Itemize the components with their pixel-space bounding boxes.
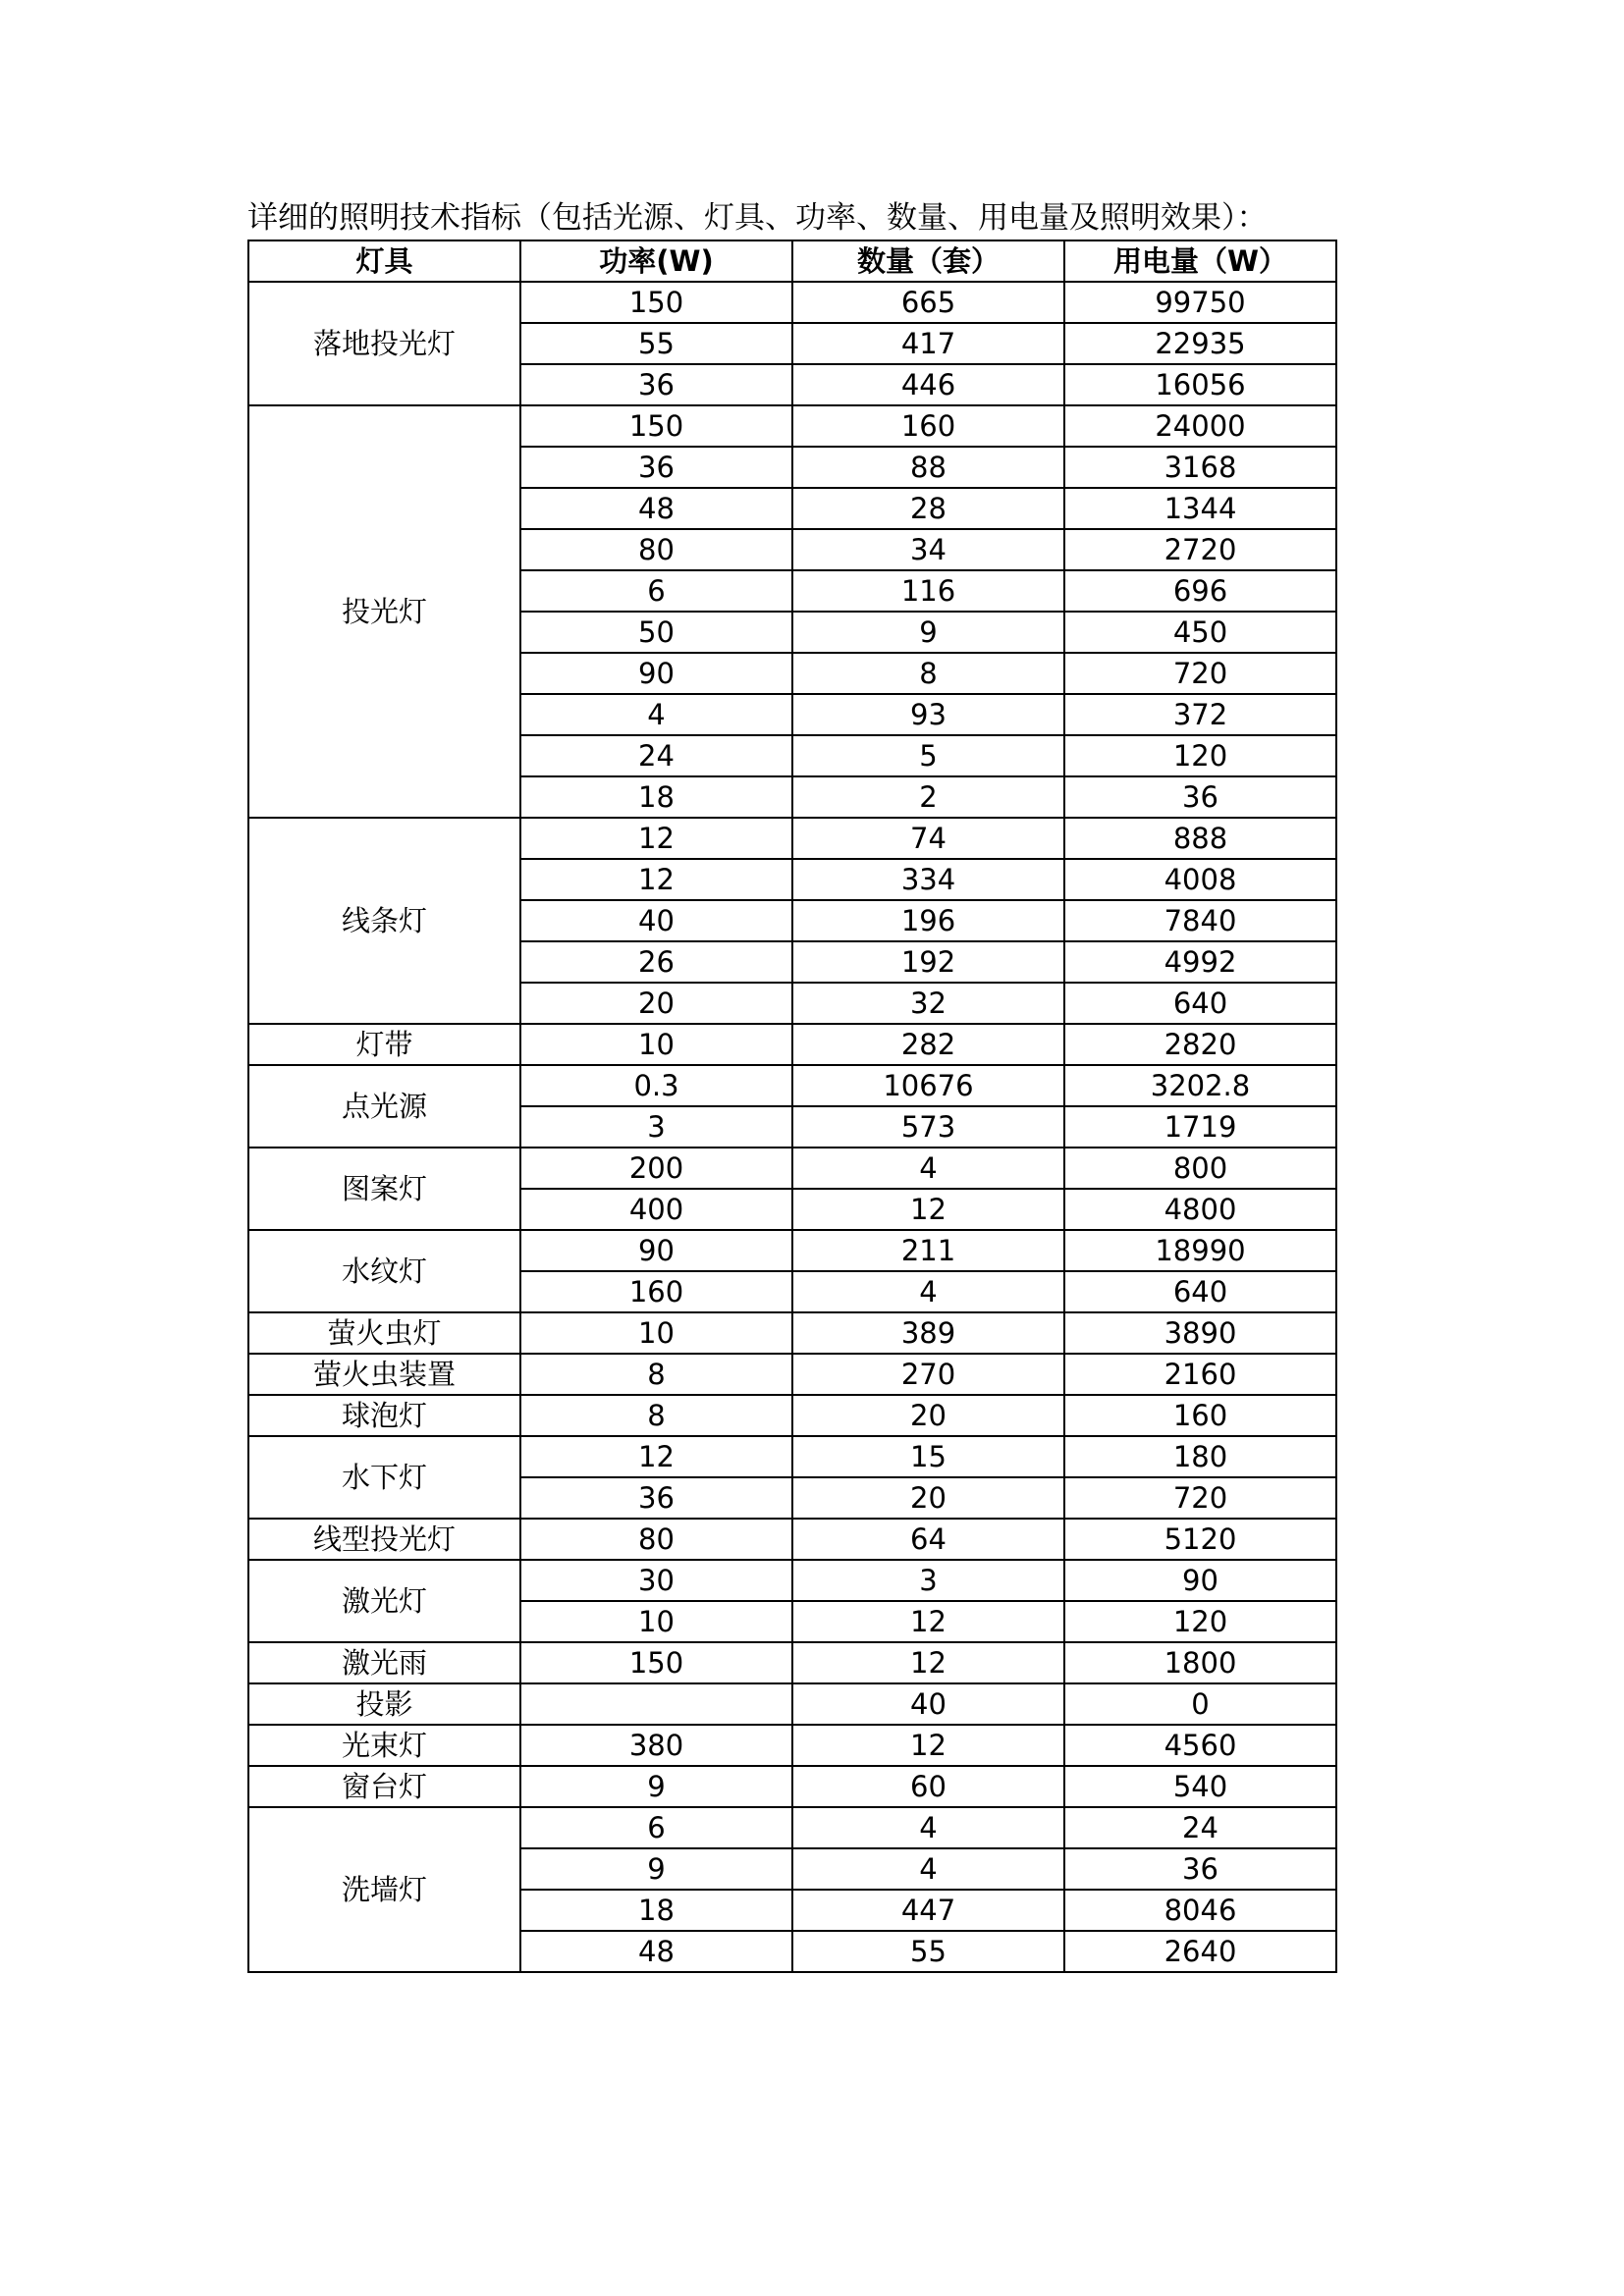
quantity-cell: 665: [792, 282, 1064, 323]
quantity-cell: 4: [792, 1807, 1064, 1848]
consumption-cell: 640: [1064, 1271, 1336, 1312]
consumption-cell: 5120: [1064, 1519, 1336, 1560]
quantity-cell: 12: [792, 1601, 1064, 1642]
power-cell: 20: [520, 983, 792, 1024]
consumption-cell: 2720: [1064, 529, 1336, 570]
consumption-cell: 4008: [1064, 859, 1336, 900]
fixture-name-cell: 洗墙灯: [248, 1807, 520, 1972]
table-row: [248, 1024, 1336, 1065]
power-cell: 24: [520, 735, 792, 776]
quantity-cell: 446: [792, 364, 1064, 405]
consumption-cell: 160: [1064, 1395, 1336, 1436]
quantity-cell: 5: [792, 735, 1064, 776]
quantity-cell: 55: [792, 1931, 1064, 1972]
consumption-cell: 540: [1064, 1766, 1336, 1807]
power-cell: 18: [520, 776, 792, 818]
consumption-cell: 24000: [1064, 405, 1336, 447]
consumption-cell: 0: [1064, 1683, 1336, 1725]
quantity-cell: 334: [792, 859, 1064, 900]
quantity-cell: 270: [792, 1354, 1064, 1395]
power-cell: 150: [520, 1642, 792, 1683]
quantity-cell: 4: [792, 1148, 1064, 1189]
quantity-cell: 211: [792, 1230, 1064, 1271]
table-row: [248, 1354, 1336, 1395]
power-cell: 160: [520, 1271, 792, 1312]
power-cell: 55: [520, 323, 792, 364]
consumption-cell: 22935: [1064, 323, 1336, 364]
quantity-cell: 32: [792, 983, 1064, 1024]
consumption-cell: 3890: [1064, 1312, 1336, 1354]
consumption-cell: 120: [1064, 735, 1336, 776]
quantity-cell: 417: [792, 323, 1064, 364]
table-row: [248, 1065, 1336, 1106]
quantity-cell: 12: [792, 1642, 1064, 1683]
quantity-cell: 12: [792, 1189, 1064, 1230]
quantity-cell: 4: [792, 1848, 1064, 1890]
table-row: [248, 1436, 1336, 1477]
table-row: [248, 1519, 1336, 1560]
power-cell: 10: [520, 1312, 792, 1354]
consumption-cell: 1719: [1064, 1106, 1336, 1148]
power-cell: 6: [520, 1807, 792, 1848]
power-cell: 48: [520, 488, 792, 529]
quantity-cell: 64: [792, 1519, 1064, 1560]
power-cell: 12: [520, 859, 792, 900]
consumption-cell: 4992: [1064, 941, 1336, 983]
consumption-cell: 800: [1064, 1148, 1336, 1189]
consumption-cell: 16056: [1064, 364, 1336, 405]
fixture-name-cell: 投影: [248, 1683, 520, 1725]
power-cell: 4: [520, 694, 792, 735]
consumption-cell: 24: [1064, 1807, 1336, 1848]
consumption-cell: 99750: [1064, 282, 1336, 323]
quantity-cell: 10676: [792, 1065, 1064, 1106]
consumption-cell: 180: [1064, 1436, 1336, 1477]
power-cell: 200: [520, 1148, 792, 1189]
table-row: [248, 1148, 1336, 1189]
header-row: [248, 240, 1336, 282]
power-cell: 80: [520, 529, 792, 570]
page-title: 详细的照明技术指标（包括光源、灯具、功率、数量、用电量及照明效果）：: [247, 200, 1268, 236]
power-cell: 3: [520, 1106, 792, 1148]
consumption-cell: 90: [1064, 1560, 1336, 1601]
power-cell: 36: [520, 1477, 792, 1519]
quantity-cell: 34: [792, 529, 1064, 570]
consumption-cell: 4560: [1064, 1725, 1336, 1766]
consumption-cell: 4800: [1064, 1189, 1336, 1230]
consumption-cell: 120: [1064, 1601, 1336, 1642]
consumption-cell: 8046: [1064, 1890, 1336, 1931]
fixture-name-cell: 灯带: [248, 1024, 520, 1065]
consumption-cell: 1800: [1064, 1642, 1336, 1683]
power-cell: 9: [520, 1848, 792, 1890]
consumption-cell: 372: [1064, 694, 1336, 735]
power-cell: 10: [520, 1024, 792, 1065]
power-cell: 90: [520, 653, 792, 694]
power-cell: 6: [520, 570, 792, 612]
consumption-cell: 888: [1064, 818, 1336, 859]
power-cell: 40: [520, 900, 792, 941]
fixture-name-cell: 图案灯: [248, 1148, 520, 1230]
fixture-name-cell: 窗台灯: [248, 1766, 520, 1807]
consumption-cell: 3168: [1064, 447, 1336, 488]
table-header: [248, 240, 1336, 282]
quantity-cell: 4: [792, 1271, 1064, 1312]
quantity-cell: 2: [792, 776, 1064, 818]
power-cell: 8: [520, 1354, 792, 1395]
power-cell: 50: [520, 612, 792, 653]
power-cell: 18: [520, 1890, 792, 1931]
consumption-cell: 3202.8: [1064, 1065, 1336, 1106]
power-cell: 12: [520, 818, 792, 859]
consumption-cell: 36: [1064, 1848, 1336, 1890]
table-row: [248, 1725, 1336, 1766]
consumption-cell: 2820: [1064, 1024, 1336, 1065]
power-cell: 48: [520, 1931, 792, 1972]
quantity-cell: 74: [792, 818, 1064, 859]
quantity-cell: 160: [792, 405, 1064, 447]
fixture-name-cell: 水纹灯: [248, 1230, 520, 1312]
quantity-cell: 28: [792, 488, 1064, 529]
consumption-cell: 7840: [1064, 900, 1336, 941]
table-row: [248, 1642, 1336, 1683]
table-row: [248, 818, 1336, 859]
fixture-name-cell: 萤火虫灯: [248, 1312, 520, 1354]
fixture-name-cell: 激光灯: [248, 1560, 520, 1642]
table-row: [248, 282, 1336, 323]
table-row: [248, 1683, 1336, 1725]
quantity-cell: 389: [792, 1312, 1064, 1354]
power-cell: 36: [520, 447, 792, 488]
table-row: [248, 1766, 1336, 1807]
fixture-name-cell: 激光雨: [248, 1642, 520, 1683]
table-row: [248, 1395, 1336, 1436]
power-cell: 150: [520, 405, 792, 447]
table-row: [248, 1230, 1336, 1271]
header-fixture: 灯具: [248, 240, 520, 282]
quantity-cell: 12: [792, 1725, 1064, 1766]
consumption-cell: 720: [1064, 1477, 1336, 1519]
header-quantity: 数量（套）: [792, 240, 1064, 282]
quantity-cell: 20: [792, 1477, 1064, 1519]
fixture-name-cell: 落地投光灯: [248, 282, 520, 405]
power-cell: 12: [520, 1436, 792, 1477]
quantity-cell: 20: [792, 1395, 1064, 1436]
fixture-name-cell: 点光源: [248, 1065, 520, 1148]
header-consumption: 用电量（W）: [1064, 240, 1336, 282]
quantity-cell: 93: [792, 694, 1064, 735]
consumption-cell: 18990: [1064, 1230, 1336, 1271]
quantity-cell: 573: [792, 1106, 1064, 1148]
quantity-cell: 282: [792, 1024, 1064, 1065]
power-cell: 0.3: [520, 1065, 792, 1106]
power-cell: 380: [520, 1725, 792, 1766]
quantity-cell: 8: [792, 653, 1064, 694]
table-row: [248, 1560, 1336, 1601]
consumption-cell: 720: [1064, 653, 1336, 694]
power-cell: 80: [520, 1519, 792, 1560]
consumption-cell: 1344: [1064, 488, 1336, 529]
quantity-cell: 15: [792, 1436, 1064, 1477]
fixture-name-cell: 光束灯: [248, 1725, 520, 1766]
quantity-cell: 116: [792, 570, 1064, 612]
quantity-cell: 3: [792, 1560, 1064, 1601]
quantity-cell: 9: [792, 612, 1064, 653]
fixture-name-cell: 线条灯: [248, 818, 520, 1024]
power-cell: 90: [520, 1230, 792, 1271]
quantity-cell: 60: [792, 1766, 1064, 1807]
table-row: [248, 1807, 1336, 1848]
quantity-cell: 447: [792, 1890, 1064, 1931]
table-body: [248, 282, 1336, 1972]
fixture-name-cell: 水下灯: [248, 1436, 520, 1519]
quantity-cell: 88: [792, 447, 1064, 488]
table-row: [248, 1312, 1336, 1354]
power-cell: 26: [520, 941, 792, 983]
power-cell: 400: [520, 1189, 792, 1230]
lighting-spec-table: [247, 240, 1337, 1973]
consumption-cell: 450: [1064, 612, 1336, 653]
quantity-cell: 192: [792, 941, 1064, 983]
fixture-name-cell: 线型投光灯: [248, 1519, 520, 1560]
power-cell: [520, 1683, 792, 1725]
power-cell: 30: [520, 1560, 792, 1601]
header-power: 功率(W): [520, 240, 792, 282]
consumption-cell: 696: [1064, 570, 1336, 612]
consumption-cell: 640: [1064, 983, 1336, 1024]
fixture-name-cell: 萤火虫装置: [248, 1354, 520, 1395]
consumption-cell: 36: [1064, 776, 1336, 818]
fixture-name-cell: 投光灯: [248, 405, 520, 818]
table-row: [248, 405, 1336, 447]
power-cell: 9: [520, 1766, 792, 1807]
consumption-cell: 2160: [1064, 1354, 1336, 1395]
power-cell: 150: [520, 282, 792, 323]
quantity-cell: 40: [792, 1683, 1064, 1725]
power-cell: 10: [520, 1601, 792, 1642]
quantity-cell: 196: [792, 900, 1064, 941]
consumption-cell: 2640: [1064, 1931, 1336, 1972]
power-cell: 36: [520, 364, 792, 405]
power-cell: 8: [520, 1395, 792, 1436]
fixture-name-cell: 球泡灯: [248, 1395, 520, 1436]
